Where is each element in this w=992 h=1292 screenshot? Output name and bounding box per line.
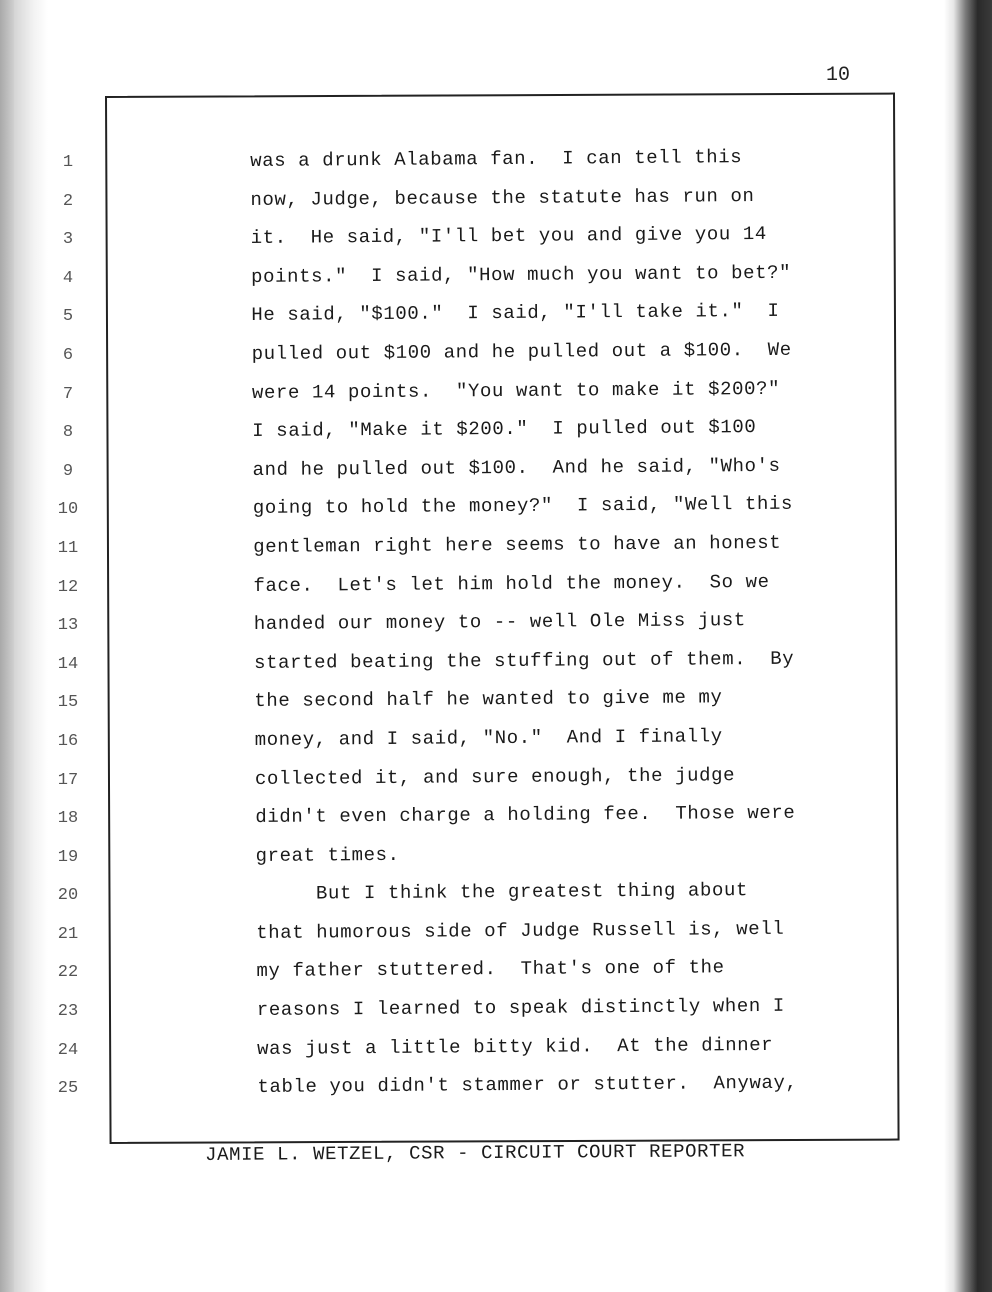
transcript-line: I said, "Make it $200." I pulled out $100 <box>252 416 757 443</box>
line-number: 9 <box>62 461 74 481</box>
scan-right-edge <box>944 0 992 1292</box>
transcript-line: it. He said, "I'll bet you and give you 14 <box>250 223 767 250</box>
line-number: 12 <box>57 577 79 597</box>
transcript-line: started beating the stuffing out of them. By <box>254 647 795 674</box>
transcript-line: were 14 points. "You want to make it $200?" <box>251 377 781 404</box>
line-number: 24 <box>57 1040 79 1060</box>
line-number: 2 <box>62 191 74 211</box>
line-number: 5 <box>62 307 74 327</box>
line-number: 22 <box>57 963 79 983</box>
transcript-line: great times. <box>255 843 400 867</box>
transcript-line: now, Judge, because the statute has run on <box>250 184 755 211</box>
line-number: 11 <box>57 538 79 558</box>
transcript-line: that humorous side of Judge Russell is, well <box>256 917 785 944</box>
scan-left-edge <box>0 0 14 1292</box>
line-number: 10 <box>57 500 79 520</box>
line-number: 19 <box>57 847 79 867</box>
line-number: 13 <box>57 616 79 636</box>
line-number: 18 <box>57 809 79 829</box>
line-number: 3 <box>62 230 74 250</box>
line-number: 25 <box>57 1079 79 1099</box>
transcript-line: pulled out $100 and he pulled out a $100. We <box>251 338 792 365</box>
page-number: 10 <box>826 64 851 87</box>
transcript-line: and he pulled out $100. And he said, "Who's <box>252 454 781 481</box>
transcript-line: handed our money to -- well Ole Miss just <box>253 609 746 636</box>
line-number: 15 <box>57 693 79 713</box>
line-number: 1 <box>62 153 74 172</box>
transcript-line: But I think the greatest thing about <box>255 879 749 906</box>
transcript-line: gentleman right here seems to have an honest <box>253 531 782 558</box>
transcript-line: He said, "$100." I said, "I'll take it." I <box>251 300 780 327</box>
line-number: 16 <box>57 731 79 751</box>
scan-left-shadow <box>0 0 48 1292</box>
transcript-body <box>250 137 878 1107</box>
transcript-line: was just a little bitty kid. At the dinner <box>257 1033 774 1060</box>
line-number: 6 <box>62 345 74 365</box>
transcript-line: going to hold the money?" I said, "Well this <box>252 493 794 520</box>
transcript-line: face. Let's let him hold the money. So we <box>253 570 770 597</box>
transcript-line: didn't even charge a holding fee. Those were <box>255 801 796 829</box>
transcript-line: table you didn't stammer or stutter. Anyway, <box>257 1071 798 1099</box>
line-number: 20 <box>57 886 79 906</box>
line-number: 4 <box>62 268 74 288</box>
line-number-column <box>46 144 90 1109</box>
transcript-line: was a drunk Alabama fan. I can tell this <box>250 146 743 172</box>
line-number: 14 <box>57 654 79 674</box>
transcript-line: collected it, and sure enough, the judge <box>254 763 736 790</box>
line-number: 7 <box>62 384 74 404</box>
transcript-line: my father stuttered. That's one of the <box>256 956 725 983</box>
transcript-line: points." I said, "How much you want to bet?" <box>250 261 792 288</box>
line-number: 23 <box>57 1002 79 1022</box>
reporter-footer: JAMIE L. WETZEL, CSR - CIRCUIT COURT REPORTER <box>205 1140 746 1166</box>
line-number: 17 <box>57 770 79 790</box>
transcript-line: reasons I learned to speak distinctly when I <box>256 994 785 1022</box>
line-number: 8 <box>62 423 74 443</box>
transcript-line: money, and I said, "No." And I finally <box>254 725 723 751</box>
line-number: 21 <box>57 924 79 944</box>
transcript-line: the second half he wanted to give me my <box>254 686 723 713</box>
